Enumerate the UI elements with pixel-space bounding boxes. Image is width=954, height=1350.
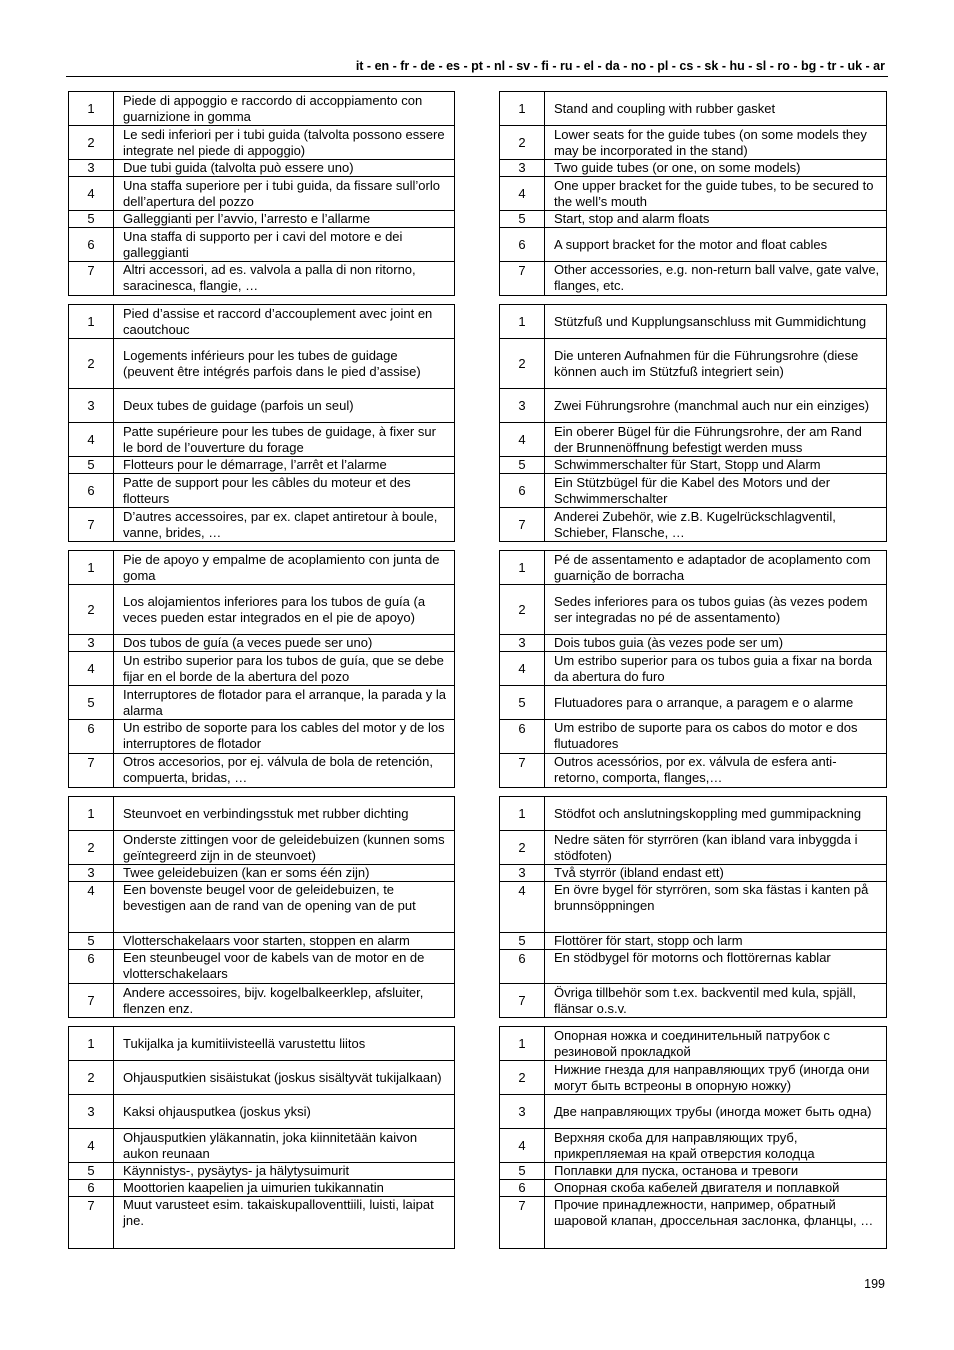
item-description: Una staffa superiore per i tubi guida, da fissare sull’orlo dell’apertura del pozzo <box>114 177 455 211</box>
table-row <box>500 797 887 831</box>
item-number: 4 <box>500 1129 545 1163</box>
item-number: 4 <box>500 652 545 686</box>
item-number: 7 <box>69 754 114 788</box>
item-number: 1 <box>69 92 114 126</box>
item-number: 7 <box>69 262 114 296</box>
table-row <box>69 686 455 720</box>
item-description: D’autres accessoires, par ex. clapet antiretour à boule, vanne, brides, … <box>114 508 455 542</box>
item-number: 5 <box>500 457 545 474</box>
table-row <box>500 126 887 160</box>
item-number: 7 <box>69 508 114 542</box>
table-row <box>500 1197 887 1249</box>
item-description: Flotteurs pour le démarrage, l’arrêt et l’alarme <box>114 457 455 474</box>
item-description: Um estribo superior para os tubos guia a fixar na borda da abertura do furo <box>545 652 887 686</box>
item-description: Нижние гнезда для направляющих труб (иногда они могут быть встреоны в опорную ножку) <box>545 1061 887 1095</box>
item-number: 5 <box>69 933 114 950</box>
item-number: 3 <box>69 865 114 882</box>
item-number: 2 <box>69 339 114 389</box>
table-row <box>500 1163 887 1180</box>
item-description: Stützfuß und Kupplungsanschluss mit Gummidichtung <box>545 305 887 339</box>
item-description: En stödbygel för motorns och flottörernas kablar <box>545 950 887 984</box>
item-description: Käynnistys-, pysäytys- ja hälytysuimurit <box>114 1163 455 1180</box>
header-rule <box>66 76 888 77</box>
item-description: Patte de support pour les câbles du moteur et des flotteurs <box>114 474 455 508</box>
table-row <box>69 950 455 984</box>
item-number: 3 <box>500 865 545 882</box>
item-number: 3 <box>500 1095 545 1129</box>
table-row <box>69 1180 455 1197</box>
item-number: 7 <box>500 1197 545 1249</box>
item-description: Ein oberer Bügel für die Führungsrohre, der am Rand der Brunnenöffnung befestigt werden muss <box>545 423 887 457</box>
item-description: Steunvoet en verbindingsstuk met rubber dichting <box>114 797 455 831</box>
item-description: Vlotterschakelaars voor starten, stoppen en alarm <box>114 933 455 950</box>
table-row <box>500 305 887 339</box>
table-row <box>500 339 887 389</box>
item-number: 1 <box>69 305 114 339</box>
item-number: 1 <box>500 551 545 585</box>
table-row <box>500 984 887 1018</box>
item-number: 7 <box>500 508 545 542</box>
item-description: Опорная ножка и соединительный патрубок с резиновой прокладкой <box>545 1027 887 1061</box>
item-description: Die unteren Aufnahmen für die Führungsrohre (diese können auch im Stützfuß integriert sein) <box>545 339 887 389</box>
item-number: 6 <box>69 474 114 508</box>
item-number: 5 <box>500 933 545 950</box>
table-row <box>500 228 887 262</box>
table-row <box>69 585 455 635</box>
item-description: Otros accesorios, por ej. válvula de bola de retención, compuerta, bridas, … <box>114 754 455 788</box>
item-description: Um estribo de suporte para os cabos do motor e dos flutuadores <box>545 720 887 754</box>
table-row <box>500 754 887 788</box>
table-row <box>500 423 887 457</box>
item-number: 2 <box>69 831 114 865</box>
item-number: 3 <box>500 389 545 423</box>
item-number: 2 <box>69 1061 114 1095</box>
table-row <box>500 686 887 720</box>
table-row <box>500 508 887 542</box>
item-description: Övriga tillbehör som t.ex. backventil med kula, spjäll, flänsar o.s.v. <box>545 984 887 1018</box>
item-description: Kaksi ohjausputkea (joskus yksi) <box>114 1095 455 1129</box>
table-row <box>69 754 455 788</box>
item-description: Piede di appoggio e raccordo di accoppiamento con guarnizione in gomma <box>114 92 455 126</box>
language-codes-header: it - en - fr - de - es - pt - nl - sv - fi - ru - el - da - no - pl - cs - sk - hu - sl - ro - bg - tr - uk - ar <box>355 59 885 73</box>
table-row <box>69 457 455 474</box>
item-description: Un estribo de soporte para los cables del motor y de los interruptores de flotador <box>114 720 455 754</box>
item-description: Other accessories, e.g. non-return ball valve, gate valve, flanges, etc. <box>545 262 887 296</box>
table-row <box>500 585 887 635</box>
table-row <box>500 1180 887 1197</box>
item-number: 1 <box>500 305 545 339</box>
item-description: Interruptores de flotador para el arranque, la parada y la alarma <box>114 686 455 720</box>
item-description: Pie de apoyo y empalme de acoplamiento con junta de goma <box>114 551 455 585</box>
table-row <box>500 1027 887 1061</box>
item-number: 6 <box>69 1180 114 1197</box>
item-number: 2 <box>500 339 545 389</box>
item-number: 6 <box>500 720 545 754</box>
item-number: 2 <box>500 831 545 865</box>
item-description: One upper bracket for the guide tubes, to be secured to the well’s mouth <box>545 177 887 211</box>
item-description: Schwimmerschalter für Start, Stopp und Alarm <box>545 457 887 474</box>
item-number: 7 <box>500 754 545 788</box>
item-description: Två styrrör (ibland endast ett) <box>545 865 887 882</box>
item-description: Andere accessoires, bijv. kogelbalkeerklep, afsluiter, flenzen enz. <box>114 984 455 1018</box>
item-number: 6 <box>69 720 114 754</box>
table-row <box>500 1095 887 1129</box>
item-number: 6 <box>69 950 114 984</box>
table-row <box>69 339 455 389</box>
item-number: 1 <box>69 1027 114 1061</box>
item-description: Een steunbeugel voor de kabels van de motor en de vlotterschakelaars <box>114 950 455 984</box>
table-row <box>500 831 887 865</box>
table-row <box>69 797 455 831</box>
table-row <box>69 92 455 126</box>
table-row <box>500 92 887 126</box>
table-row <box>500 160 887 177</box>
item-description: Patte supérieure pour les tubes de guidage, à fixer sur le bord de l’ouverture du forage <box>114 423 455 457</box>
table-row <box>500 882 887 933</box>
item-description: Deux tubes de guidage (parfois un seul) <box>114 389 455 423</box>
item-description: Опорная скоба кабелей двигателя и поплавкой <box>545 1180 887 1197</box>
item-number: 4 <box>69 1129 114 1163</box>
item-number: 7 <box>69 1197 114 1249</box>
item-number: 6 <box>500 1180 545 1197</box>
item-description: Twee geleidebuizen (kan er soms één zijn) <box>114 865 455 882</box>
table-row <box>69 1061 455 1095</box>
item-number: 5 <box>500 686 545 720</box>
item-description: Поплавки для пуска, останова и тревоги <box>545 1163 887 1180</box>
item-description: A support bracket for the motor and float cables <box>545 228 887 262</box>
table-row <box>69 882 455 933</box>
item-description: Outros acessórios, por ex. válvula de esfera anti-retorno, comporta, flanges,… <box>545 754 887 788</box>
table-row <box>69 228 455 262</box>
item-number: 3 <box>69 635 114 652</box>
item-number: 7 <box>500 984 545 1018</box>
item-number: 2 <box>500 1061 545 1095</box>
item-number: 3 <box>500 160 545 177</box>
parts-table-nl <box>68 796 455 1018</box>
item-description: Una staffa di supporto per i cavi del motore e dei galleggianti <box>114 228 455 262</box>
item-number: 4 <box>500 177 545 211</box>
table-row <box>69 1129 455 1163</box>
item-description: Galleggianti per l’avvio, l’arresto e l’allarme <box>114 211 455 228</box>
table-row <box>69 933 455 950</box>
table-row <box>500 211 887 228</box>
item-number: 3 <box>69 160 114 177</box>
item-number: 5 <box>69 686 114 720</box>
parts-table-es <box>68 550 455 788</box>
item-description: Los alojamientos inferiores para los tubos de guía (a veces pueden estar integrados en el pie de apoyo) <box>114 585 455 635</box>
parts-table-fr <box>68 304 455 542</box>
item-number: 2 <box>500 126 545 160</box>
table-row <box>500 865 887 882</box>
table-row <box>500 389 887 423</box>
item-description: Flottörer för start, stopp och larm <box>545 933 887 950</box>
item-number: 7 <box>500 262 545 296</box>
item-description: Onderste zittingen voor de geleidebuizen (kunnen soms geïntegreerd zijn in de steunvoet) <box>114 831 455 865</box>
table-row <box>69 423 455 457</box>
parts-table-sv <box>499 796 887 1018</box>
item-description: Een bovenste beugel voor de geleidebuizen, te bevestigen aan de rand van de opening van de put <box>114 882 455 933</box>
parts-table-ru <box>499 1026 887 1249</box>
table-row <box>500 933 887 950</box>
item-number: 1 <box>500 92 545 126</box>
item-number: 1 <box>500 1027 545 1061</box>
item-description: Anderei Zubehör, wie z.B. Kugelrückschlagventil, Schieber, Flansche, … <box>545 508 887 542</box>
item-description: Un estribo superior para los tubos de guía, que se debe fijar en el borde de la abertura del pozo <box>114 652 455 686</box>
item-description: Zwei Führungsrohre (manchmal auch nur ein einziges) <box>545 389 887 423</box>
item-number: 2 <box>500 585 545 635</box>
item-number: 2 <box>69 585 114 635</box>
item-description: Lower seats for the guide tubes (on some models they may be incorporated in the stand) <box>545 126 887 160</box>
table-row <box>69 474 455 508</box>
table-row <box>69 984 455 1018</box>
table-row <box>69 211 455 228</box>
table-row <box>69 177 455 211</box>
table-row <box>500 635 887 652</box>
item-description: Dois tubos guia (às vezes pode ser um) <box>545 635 887 652</box>
table-row <box>69 652 455 686</box>
item-description: Tukijalka ja kumitiivisteellä varustettu liitos <box>114 1027 455 1061</box>
item-description: Stödfot och anslutningskoppling med gummipackning <box>545 797 887 831</box>
item-description: Pé de assentamento e adaptador de acoplamento com guarnição de borracha <box>545 551 887 585</box>
page-number: 199 <box>864 1277 885 1291</box>
item-description: Altri accessori, ad es. valvola a palla di non ritorno, saracinesca, flangie, … <box>114 262 455 296</box>
item-number: 1 <box>69 797 114 831</box>
item-number: 5 <box>500 1163 545 1180</box>
item-number: 6 <box>500 474 545 508</box>
table-row <box>69 262 455 296</box>
item-description: Две направляющих трубы (иногда может быть одна) <box>545 1095 887 1129</box>
item-description: Stand and coupling with rubber gasket <box>545 92 887 126</box>
item-description: Nedre säten för styrrören (kan ibland vara inbyggda i stödfoten) <box>545 831 887 865</box>
item-description: Ohjausputkien sisäistukat (joskus sisältyvät tukijalkaan) <box>114 1061 455 1095</box>
item-number: 5 <box>69 211 114 228</box>
item-number: 4 <box>69 423 114 457</box>
item-number: 3 <box>69 389 114 423</box>
item-description: Logements inférieurs pour les tubes de guidage (peuvent être intégrés parfois dans le pied d’assise) <box>114 339 455 389</box>
table-row <box>500 177 887 211</box>
item-description: Sedes inferiores para os tubos guias (às vezes podem ser integradas no pé de assentamento) <box>545 585 887 635</box>
table-row <box>69 1095 455 1129</box>
item-description: Flutuadores para o arranque, a paragem e o alarme <box>545 686 887 720</box>
item-description: Pied d’assise et raccord d’accouplement avec joint en caoutchouc <box>114 305 455 339</box>
item-description: En övre bygel för styrrören, som ska fästas i kanten på brunnsöppningen <box>545 882 887 933</box>
item-number: 4 <box>69 652 114 686</box>
table-row <box>500 262 887 296</box>
table-row <box>69 831 455 865</box>
table-row <box>69 865 455 882</box>
item-number: 6 <box>500 228 545 262</box>
table-row <box>500 474 887 508</box>
item-number: 4 <box>69 177 114 211</box>
table-row <box>69 551 455 585</box>
parts-table-it <box>68 91 455 296</box>
item-description: Верхняя скоба для направляющих труб, прикрепляемая на край отверстия колодца <box>545 1129 887 1163</box>
item-number: 6 <box>69 228 114 262</box>
table-row <box>69 508 455 542</box>
item-number: 5 <box>69 1163 114 1180</box>
table-row <box>500 720 887 754</box>
item-number: 3 <box>500 635 545 652</box>
table-row <box>69 1163 455 1180</box>
table-row <box>500 1129 887 1163</box>
item-description: Dos tubos de guía (a veces puede ser uno) <box>114 635 455 652</box>
item-number: 4 <box>500 882 545 933</box>
table-row <box>69 1027 455 1061</box>
item-number: 5 <box>69 457 114 474</box>
item-description: Two guide tubes (or one, on some models) <box>545 160 887 177</box>
parts-table-de <box>499 304 887 542</box>
item-number: 4 <box>69 882 114 933</box>
table-row <box>500 652 887 686</box>
table-row <box>69 305 455 339</box>
table-row <box>69 1197 455 1249</box>
parts-table-fi <box>68 1026 455 1249</box>
item-description: Due tubi guida (talvolta può essere uno) <box>114 160 455 177</box>
parts-table-en <box>499 91 887 296</box>
table-row <box>69 720 455 754</box>
item-number: 5 <box>500 211 545 228</box>
table-row <box>500 551 887 585</box>
item-description: Ohjausputkien yläkannatin, joka kiinnitetään kaivon aukon reunaan <box>114 1129 455 1163</box>
item-number: 4 <box>500 423 545 457</box>
item-number: 6 <box>500 950 545 984</box>
item-number: 1 <box>500 797 545 831</box>
item-description: Muut varusteet esim. takaiskupalloventtiili, luisti, laipat jne. <box>114 1197 455 1249</box>
table-row <box>69 126 455 160</box>
item-number: 1 <box>69 551 114 585</box>
table-row <box>500 950 887 984</box>
table-row <box>500 1061 887 1095</box>
item-number: 7 <box>69 984 114 1018</box>
table-row <box>69 160 455 177</box>
item-number: 2 <box>69 126 114 160</box>
item-description: Прочие принадлежности, например, обратный шаровой клапан, дроссельная заслонка, фланцы, … <box>545 1197 887 1249</box>
item-description: Start, stop and alarm floats <box>545 211 887 228</box>
table-row <box>69 389 455 423</box>
item-description: Moottorien kaapelien ja uimurien tukikannatin <box>114 1180 455 1197</box>
item-description: Ein Stützbügel für die Kabel des Motors und der Schwimmerschalter <box>545 474 887 508</box>
item-description: Le sedi inferiori per i tubi guida (talvolta possono essere integrate nel piede di appoggio) <box>114 126 455 160</box>
table-row <box>69 635 455 652</box>
parts-table-pt <box>499 550 887 788</box>
item-number: 3 <box>69 1095 114 1129</box>
table-row <box>500 457 887 474</box>
